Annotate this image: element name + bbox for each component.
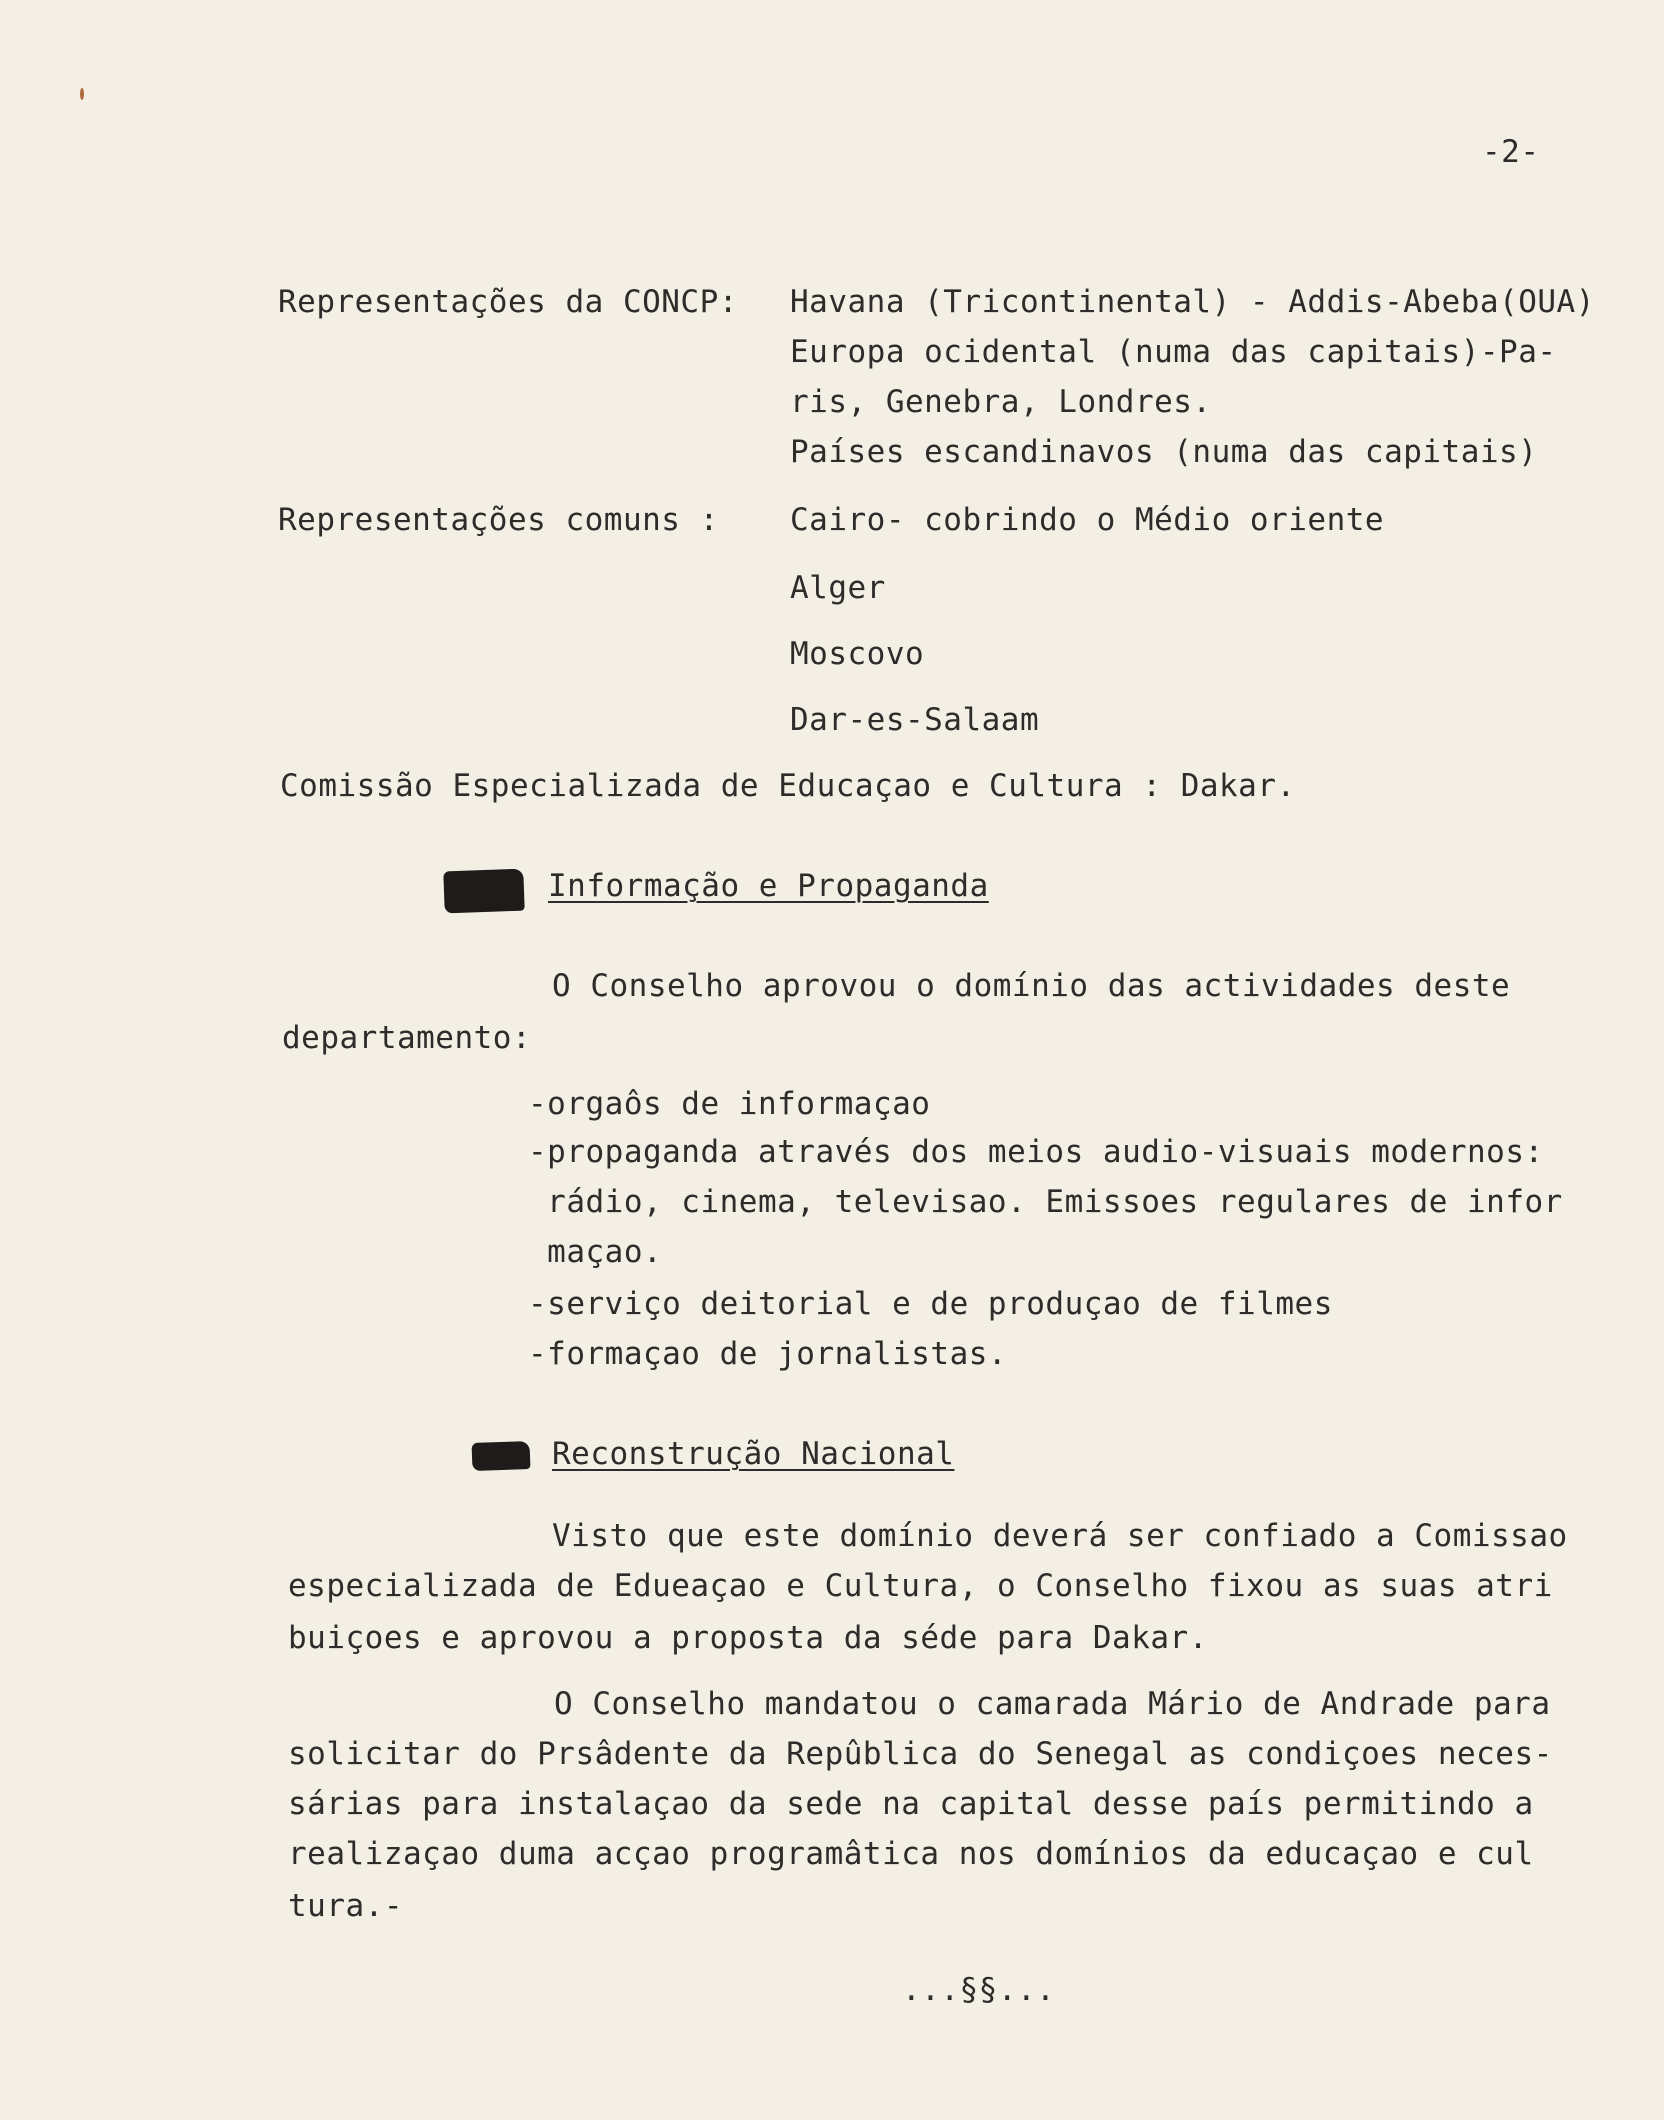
- reconstruction-p2-line-2: solicitar do Prsâdente da Repûblica do Senegal as condiçoes neces-: [288, 1736, 1553, 1772]
- concp-line-3: ris, Genebra, Londres.: [790, 384, 1212, 420]
- information-intro-line-2: departamento:: [282, 1020, 532, 1056]
- page-number: -2-: [1482, 134, 1540, 170]
- information-item-5: -serviço deitorial e de produçao de filmes: [528, 1286, 1333, 1322]
- information-item-2: -propaganda através dos meios audio-visuais modernos:: [528, 1134, 1544, 1170]
- reconstruction-p2-line-1: O Conselho mandatou o camarada Mário de Andrade para: [554, 1686, 1551, 1722]
- information-item-3: rádio, cinema, televisao. Emissoes regulares de infor: [528, 1184, 1563, 1220]
- reconstruction-p2-line-5: tura.-: [288, 1888, 403, 1924]
- information-item-4: maçao.: [528, 1234, 663, 1270]
- common-line-4: Dar-es-Salaam: [790, 702, 1040, 738]
- section-heading-information: Informação e Propaganda: [548, 868, 989, 904]
- concp-line-2: Europa ocidental (numa das capitais)-Pa-: [790, 334, 1557, 370]
- information-item-1: -orgaôs de informaçao: [528, 1086, 931, 1122]
- concp-line-1: Havana (Tricontinental) - Addis-Abeba(OUA): [790, 284, 1595, 320]
- common-representations-label: Representações comuns :: [278, 502, 719, 538]
- reconstruction-p1-line-1: Visto que este domínio deverá ser confiado a Comissao: [552, 1518, 1568, 1554]
- section-heading-reconstruction: Reconstrução Nacional: [552, 1436, 955, 1472]
- reconstruction-p2-line-4: realizaçao duma acçao programâtica nos domínios da educaçao e cul: [288, 1836, 1534, 1872]
- redacted-section-number: [472, 1441, 531, 1471]
- information-intro-line-1: O Conselho aprovou o domínio das actividades deste: [552, 968, 1511, 1004]
- common-line-3: Moscovo: [790, 636, 925, 672]
- common-line-2: Alger: [790, 570, 886, 606]
- reconstruction-p1-line-2: especializada de Edueaçao e Cultura, o Conselho fixou as suas atri: [288, 1568, 1553, 1604]
- ink-speck: [80, 88, 84, 100]
- common-line-1: Cairo- cobrindo o Médio oriente: [790, 502, 1385, 538]
- commission-line: Comissão Especializada de Educaçao e Cultura : Dakar.: [280, 768, 1296, 804]
- information-item-6: -formaçao de jornalistas.: [528, 1336, 1008, 1372]
- concp-line-4: Países escandinavos (numa das capitais): [790, 434, 1538, 470]
- footer-section-mark: ...§§...: [902, 1972, 1056, 2008]
- reconstruction-p2-line-3: sárias para instalaçao da sede na capital desse país permitindo a: [288, 1786, 1534, 1822]
- concp-representations-label: Representações da CONCP:: [278, 284, 738, 320]
- reconstruction-p1-line-3: buiçoes e aprovou a proposta da séde para Dakar.: [288, 1620, 1208, 1656]
- redacted-section-number: [443, 869, 524, 914]
